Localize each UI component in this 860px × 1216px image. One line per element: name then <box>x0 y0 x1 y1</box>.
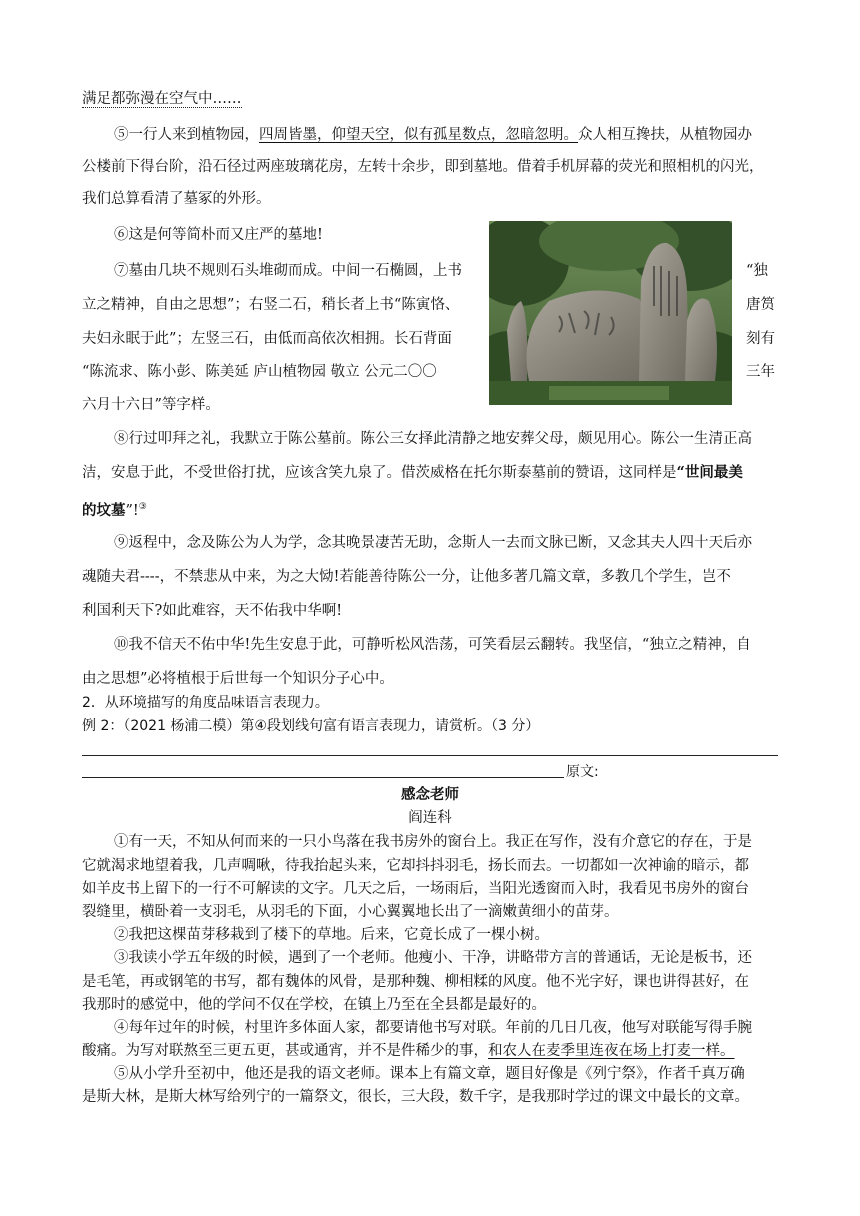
p2-paragraph-5-line2: 是斯大林，是斯大林写给列宁的一篇祭文，很长，三大段，数千字，是我那时学过的课文中最长的文章。 <box>82 1089 749 1105</box>
p2-paragraph-1-line4: 裂缝里，横卧着一支羽毛，从羽毛的下面，小心翼翼地长出了一滴嫩黄细小的苗芽。 <box>82 904 619 920</box>
bold-text: “世间最美 <box>676 464 743 481</box>
p2-paragraph-2: ②我把这棵苗芽移栽到了楼下的草地。后来，它竟长成了一棵小树。 <box>114 927 549 943</box>
paragraph-6: ⑥这是何等简朴而又庄严的墓地! <box>114 227 323 243</box>
p2-paragraph-1-line3: 如羊皮书上留下的一行不可解读的文字。几天之后，一场雨后，当阳光透窗而入时，我看见书房外的窗台 <box>82 881 749 897</box>
answer-line-1[interactable] <box>82 755 778 756</box>
passage-author: 阎连科 <box>408 810 452 826</box>
paragraph-8-line3 <box>82 497 778 521</box>
p2-paragraph-3-line2: 是毛笔，再或钢笔的书写，都有魏体的风骨，是那种魏、柳相糅的风度。他不光字好，课也讲得甚好，在 <box>82 974 749 990</box>
source-label: 原文: <box>566 764 599 780</box>
text: ⑤一行人来到植物园， <box>114 127 259 143</box>
passage1-line0 <box>82 89 778 109</box>
paragraph-7-line2-right: 唐筼 <box>746 297 775 313</box>
paragraph-7-line5: 六月十六日”等字样。 <box>82 397 220 413</box>
text: ”! <box>125 502 139 519</box>
tomb-image-icon <box>489 221 732 405</box>
example-question: 例 2：（2021 杨浦二模）第④段划线句富有语言表现力，请赏析。（3 分） <box>82 718 540 734</box>
footnote-marker: ③ <box>138 502 147 512</box>
stone-tomb-photo <box>489 221 732 405</box>
paragraph-7-line1-right: “独 <box>746 263 768 279</box>
p2-paragraph-5-line1: ⑤从小学升至初中，他还是我的语文老师。课本上有篇文章，题目好像是《列宁祭》，作者千真万确 <box>114 1066 745 1082</box>
paragraph-10-line2: 由之思想”必将植根于后世每一个知识分子心中。 <box>82 671 394 687</box>
paragraph-5-line1 <box>114 125 778 145</box>
paragraph-7-line2: 立之精神，自由之思想”；右竖二石，稍长者上书“陈寅恪、 <box>82 297 460 313</box>
paragraph-9-line1: ⑨返程中，念及陈公为人为学，念其晚景凄苦无助，念斯人一去而文脉已断，又念其夫人四十天后亦 <box>114 535 752 551</box>
paragraph-8-line1: ⑧行过叩拜之礼，我默立于陈公墓前。陈公三女择此清静之地安葬父母，颇见用心。陈公一生清正高 <box>114 431 752 447</box>
paragraph-9-line3: 利国利天下?如此难容，天不佑我中华啊! <box>82 603 343 619</box>
paragraph-7-line1: ⑦墓由几块不规则石头堆砌而成。中间一石椭圆，上书 <box>114 263 462 279</box>
paragraph-9-line2: 魂随夫君----，不禁悲从中来，为之大恸!若能善待陈公一分，让他多著几篇文章，多教几个学生，岂不 <box>82 569 731 585</box>
p2-paragraph-4-line2 <box>82 1041 778 1061</box>
p2-paragraph-1-line1: ①有一天，不知从何而来的一只小鸟落在我书房外的窗台上。我正在写作，没有介意它的存在，于是 <box>114 834 752 850</box>
paragraph-10-line1: ⑩我不信天不佑中华!先生安息于此，可静听松风浩荡，可笑看层云翻转。我坚信，“独立之精神，自 <box>114 637 751 653</box>
p2-paragraph-3-line1: ③我读小学五年级的时候，遇到了一个老师。他瘦小、干净，讲略带方言的普通话，无论是板书，还 <box>114 950 752 966</box>
p2-paragraph-3-line3: 我那时的感觉中，他的学问不仅在学校，在镇上乃至在全县都是最好的。 <box>82 997 546 1013</box>
paragraph-7-line3: 夫妇永眠于此”；左竖三石，由低而高依次相拥。长石背面 <box>82 331 452 347</box>
bold-text: 的坟墓 <box>82 501 126 519</box>
answer-line-2[interactable] <box>82 777 564 778</box>
paragraph-7-line4-right: 三年 <box>746 364 775 380</box>
text: 众人相互搀扶，从植物园办 <box>578 127 752 143</box>
p2-paragraph-1-line2: 它就渴求地望着我，几声啁啾，待我抬起头来，它却抖抖羽毛，扬长而去。一切都如一次神谕的暗示，都 <box>82 858 749 874</box>
paragraph-7-line3-right: 刻有 <box>746 331 775 347</box>
text: 洁，安息于此，不受世俗打扰，应该含笑九泉了。借茨威格在托尔斯泰墓前的赞语，这同样是 <box>82 465 677 481</box>
underlined-sentence: 和农人在麦季里连夜在场上打麦一样。 <box>488 1043 735 1059</box>
paragraph-5-line3: 我们总算看清了墓冢的外形。 <box>82 191 271 207</box>
text: 酸痛。为写对联熬至三更五更，甚或通宵，并不是件稀少的事， <box>82 1043 488 1059</box>
paragraph-5-line2: 公楼前下得台阶，沿石径过两座玻璃花房，左转十余步，即到墓地。借着手机屏幕的荧光和照相机的闪光， <box>82 159 764 175</box>
paragraph-7-line4: “陈流求、陈小彭、陈美延 庐山植物园 敬立 公元二〇〇 <box>82 364 437 380</box>
passage-title: 感念老师 <box>401 786 459 803</box>
underlined-sentence: 四周皆墨，仰望天空，似有孤星数点，忽暗忽明。 <box>259 127 578 143</box>
section-2-heading: 2．从环境描写的角度品味语言表现力。 <box>82 695 329 711</box>
p2-paragraph-4-line1: ④每年过年的时候，村里许多体面人家，都要请他书写对联。年前的几日几夜，他写对联能写得手腕 <box>114 1020 752 1036</box>
paragraph-8-line2 <box>82 463 778 483</box>
dotted-underlined-text: 满足都弥漫在空气中…… <box>82 91 242 107</box>
